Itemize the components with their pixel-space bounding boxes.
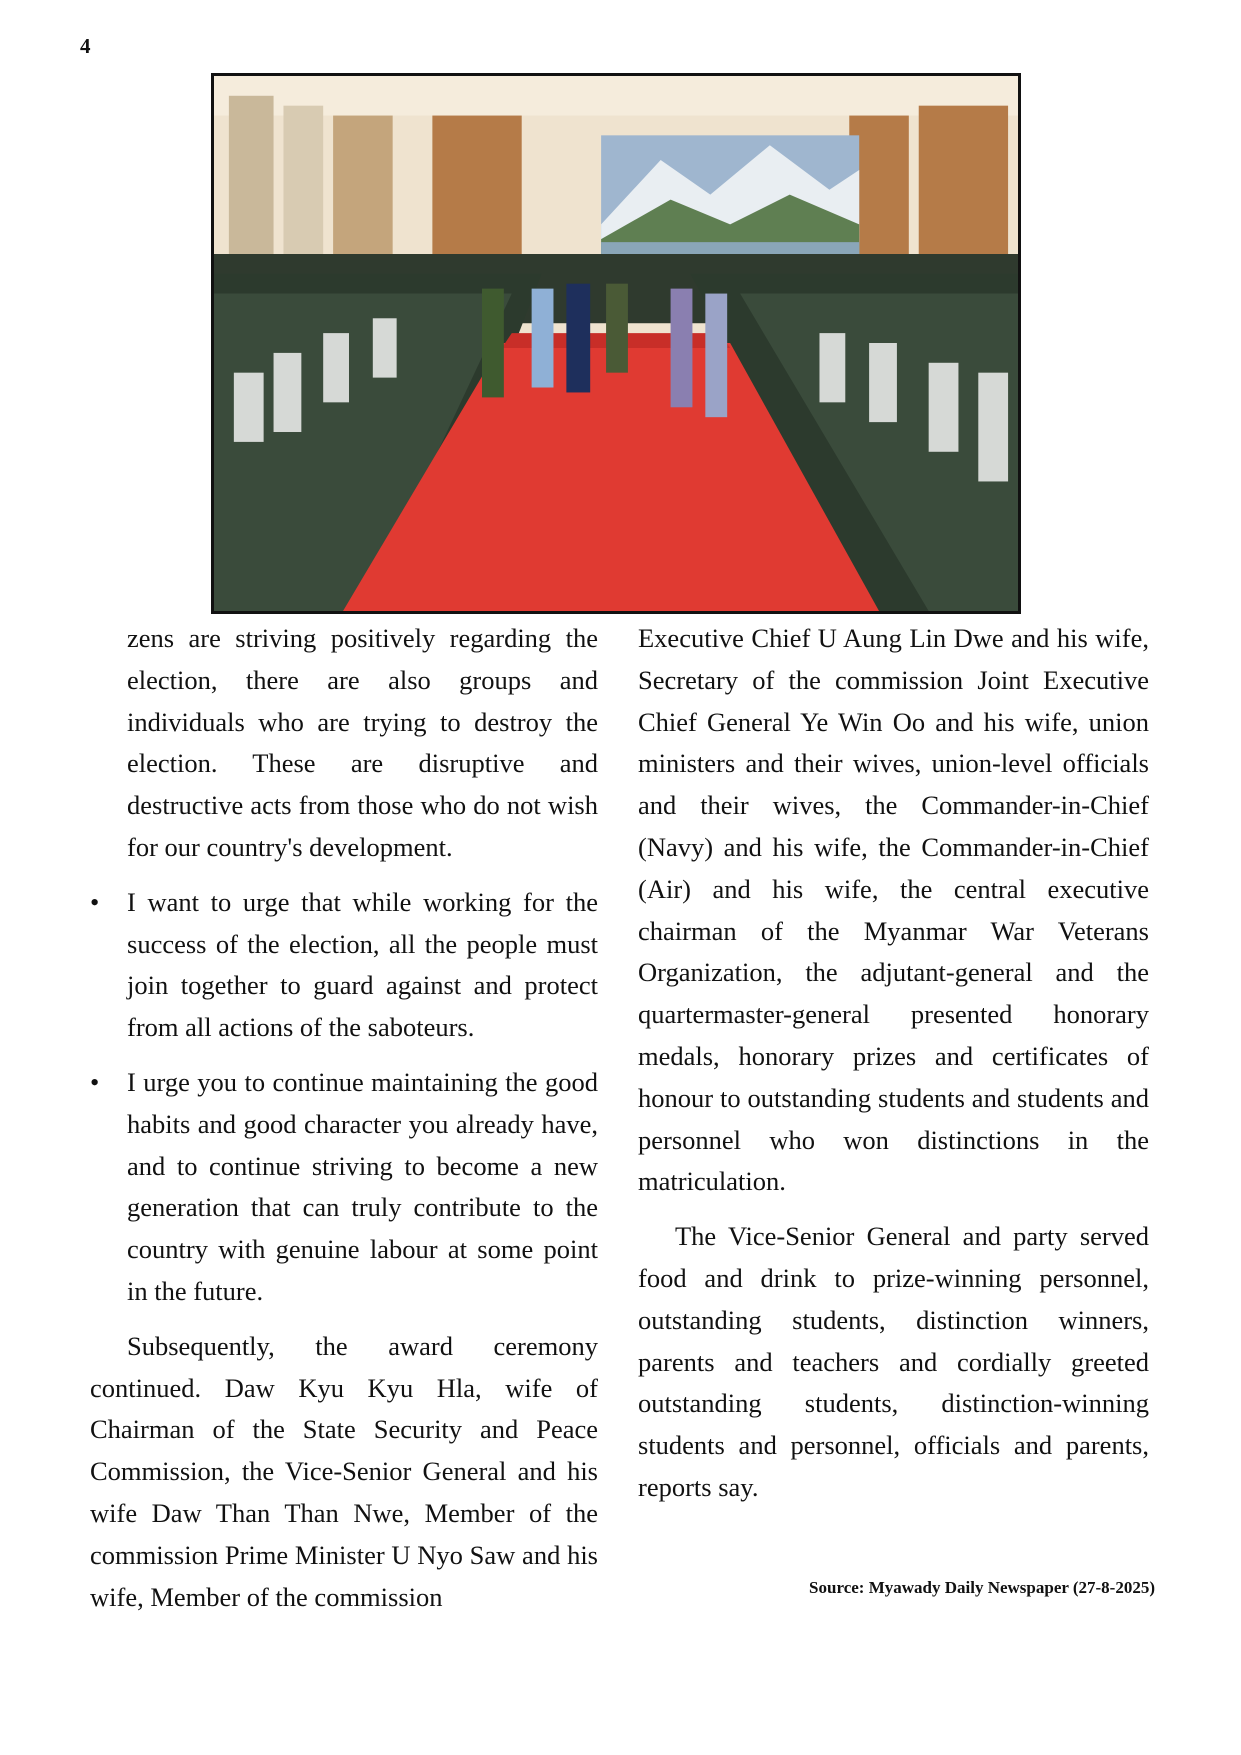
bullet-item: • I want to urge that while working for the success of the election, all the people must join together to guard against and protect from all actions of the saboteurs.	[90, 882, 598, 1049]
bullet-item: • I urge you to continue maintaining the good habits and good character you already have, and to continue striving to become a new generation that can truly contribute to the country with genuine labour at some point in the future.	[90, 1062, 598, 1313]
ceremony-photo	[211, 73, 1021, 614]
photo-icon	[214, 76, 1018, 611]
right-paragraph: The Vice-Senior General and party served food and drink to prize-winning personnel, outstanding students, distinction winners, parents and teachers and cordially greeted outstanding students, distinction-winning students and personnel, officials and parents, reports say.	[638, 1221, 1149, 1502]
left-column	[90, 618, 598, 1618]
right-column	[638, 618, 1149, 1509]
right-continuation-text: Executive Chief U Aung Lin Dwe and his wife, Secretary of the commission Joint Executive Chief General Ye Win Oo and his wife, union ministers and their wives, union-level officials and their wives, the Commander-in-Chief (Navy) and his wife, the Commander-in-Chief (Air) and his wife, the central executive chairman of the Myanmar War Veterans Organization, the adjutant-general and the quartermaster-general presented honorary medals, honorary prizes and certificates of honour to outstanding students and students and personnel who won distinctions in the matriculation.	[638, 623, 1149, 1197]
page-number: 4	[80, 34, 91, 58]
left-continuation-text: zens are striving positively regarding the election, there are also groups and individuals who are trying to destroy the election. These are disruptive and destructive acts from those who do not wish for our country's development.	[127, 623, 598, 862]
source-credit: Source: Myawady Daily Newspaper (27-8-2025)	[809, 1578, 1155, 1597]
left-paragraph: Subsequently, the award ceremony continued. Daw Kyu Kyu Hla, wife of Chairman of the State Security and Peace Commission, the Vice-Senior General and his wife Daw Than Than Nwe, Member of the commission Prime Minister U Nyo Saw and his wife, Member of the commission	[90, 1330, 598, 1612]
